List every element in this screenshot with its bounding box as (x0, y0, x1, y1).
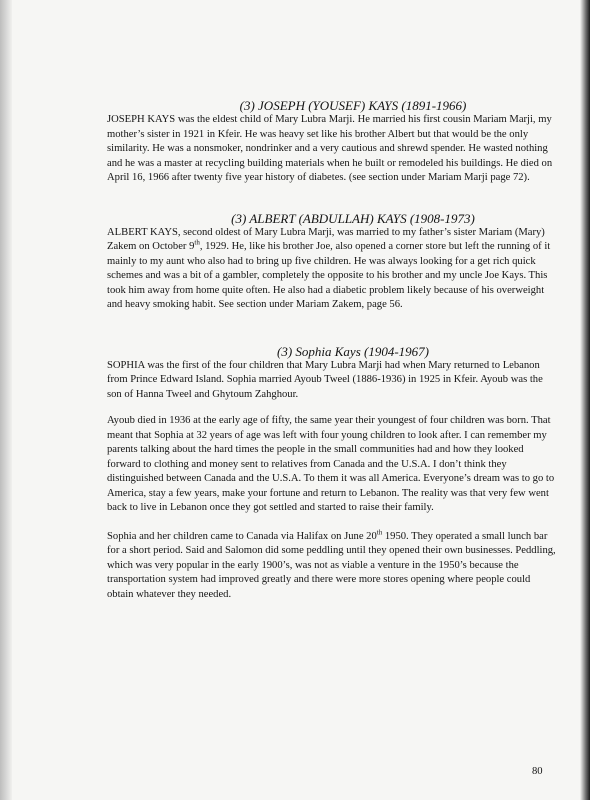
paragraph-text: 1950. They operated a small lunch bar for a short period. Said and Salomon did some peddling until they opened their own businesses. Peddling, which was very popular in the early 1900’s, was not as viable a venture in the 1950’s because the transportation system had improved greatly and there were more stores opening where people could obtain whatever they needed. (107, 530, 556, 600)
section-heading-joseph-kays: (3) JOSEPH (YOUSEF) KAYS (1891-1966) (239, 98, 467, 113)
paragraph-albert-kays (107, 226, 559, 313)
section-heading-sophia-kays: (3) Sophia Kays (1904-1967) (276, 343, 429, 359)
section-heading-albert-kays: (3) ALBERT (ABDULLAH) KAYS (1908-1973) (231, 210, 475, 226)
paragraph-ayoub-death: Ayoub died in 1936 at the early age of fifty, the same year their youngest of four children was born. That meant that Sophia at 32 years of age was left with four young children to look after. I can remember my parents talking about the hard times the people in the small communities had and how they looked forward to clothing and money sent to relatives from Canada and the U.S.A. I don’t think they distinguished between Canada and the U.S.A. To them it was all America. Everyone’s dream was to go to America, stay a few years, make your fortune and return to Lebanon. The reality was that very few went back to live in Lebanon once they got settled and started to raise their family. (107, 415, 555, 513)
superscript-ordinal: th (194, 238, 200, 247)
paragraph-text: , 1929. He, like his brother Joe, also opened a corner store but left the running of it mainly to my aunt who also had to bring up five children. He was always looking for a get rich quick schemes and was a bit of a gambler, completely the opposite to his brother and my uncle Joe Kays. This took him away from home quite often. He also had a diabetic problem likely because of his overweight and heavy smoking habit. See section under Mariam Zakem, page 56. (107, 241, 551, 310)
page-content (107, 98, 559, 602)
superscript-ordinal: th (376, 527, 383, 536)
page-number: 80 (532, 766, 543, 777)
paragraph-sophia-intro: SOPHIA was the first of the four children that Mary Lubra Marji had when Mary returned to Lebanon from Prince Edward Island. Sophia married Ayoub Tweel (1886-1936) in 1925 in Kfeir. Ayoub was the son of Hanna Tweel and Ghytoum Zahghour. (107, 359, 543, 400)
paragraph-joseph-kays: JOSEPH KAYS was the eldest child of Mary Lubra Marji. He married his first cousin Mariam Marji, my mother’s sister in 1921 in Kfeir. He was heavy set like his brother Albert but that would be the only similarity. He was a nonsmoker, nondrinker and a very cautious and shrewd spender. He wasted nothing and he was a master at recycling building materials when he built or remodeled his buildings. He died on April 16, 1966 after twenty five year history of diabetes. (see section under Mariam Marji page 72). (107, 114, 553, 183)
paragraph-text: Sophia and her children came to Canada via Halifax on June 20 (107, 530, 377, 542)
paragraph-text: ALBERT KAYS, second oldest of Mary Lubra Marji, was married to my father’s sister Mariam (Mary) Zakem on October 9 (107, 226, 545, 252)
paragraph-sophia-canada (107, 527, 559, 603)
